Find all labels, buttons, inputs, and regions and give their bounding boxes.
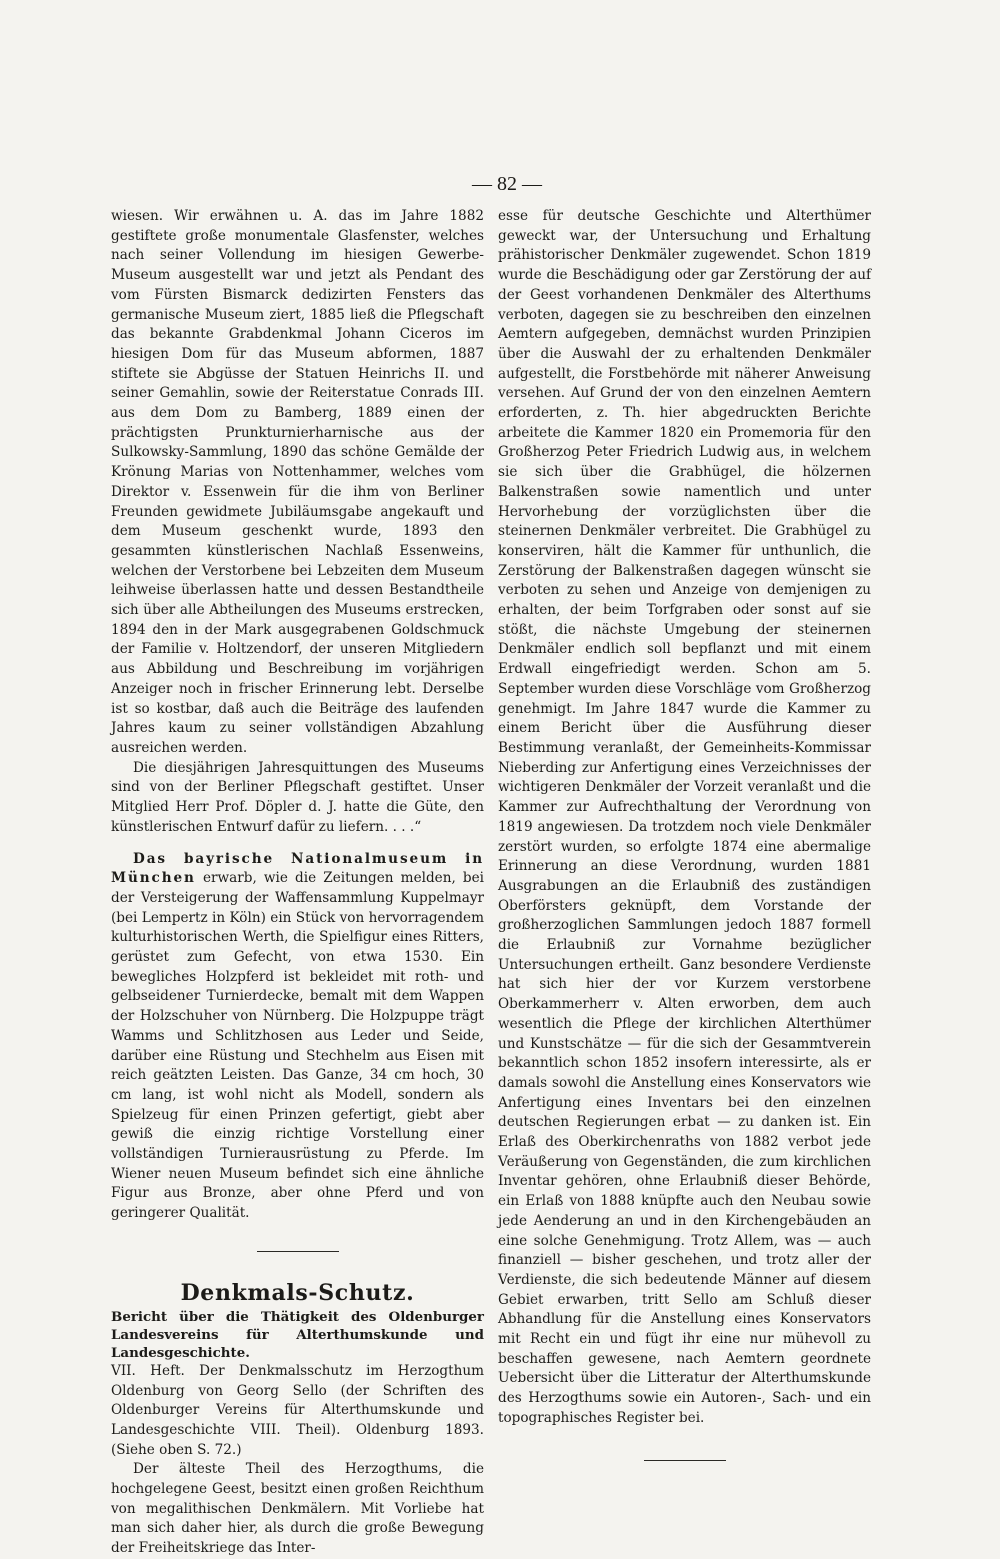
right-paragraph-1: esse für deutsche Geschichte und Alterthümer geweckt war, der Untersuchung und Erhaltung prähistorischer Denkmäler zugewendet. Schon 1819 wurde die Beschädigung oder gar Zerstörung der auf der Geest vorhandenen Denkmäler des Alterthums verboten, dagegen sie zu beschreiben den einzelnen Aemtern aufgegeben, demnächst wurden Prinzipien über die Auswahl der zu erhaltenden Denkmäler aufgestellt, die Forstbehörde mit näherer Anweisung versehen. Auf Grund der von den einzelnen Aemtern erforderten, z. Th. hier abgedruckten Berichte arbeitete die Kammer 1820 ein Promemoria für den Großherzog Peter Friedrich Ludwig aus, in welchem sie sich über die Grabhügel, die hölzernen Balkenstraßen sowie namentlich und unter Hervorhebung der vorzüglichsten über die steinernen Denkmäler verbreitet. Die Grabhügel zu konserviren, hält die Kammer für unthunlich, die Zerstörung der Balkenstraßen dagegen wünscht sie verboten zu sehen und Anzeige von demjenigen zu erhalten, der beim Torfgraben oder sonst auf sie stößt, die nächste Umgebung der steinernen Denkmäler endlich soll bepflanzt und mit einem Erdwall eingefriedigt werden. Schon am 5. September wurden diese Vorschläge vom Großherzog genehmigt. Im Jahre 1847 wurde die Kammer zu einem Bericht über die Ausführung dieser Bestimmung veranlaßt, der Gemeinheits-Kommissar Nieberding zur Anfertigung eines Verzeichnisses der wichtigeren Denkmäler der Vorzeit veranlaßt und die Kammer zur Aufrechthaltung der Verordnung von 1819 angewiesen. Da trotzdem noch viele Denkmäler zerstört wurden, so erfolgte 1874 eine abermalige Erinnerung an diese Verordnung, wurden 1881 Ausgrabungen an die Erlaubniß des zuständigen Oberförsters geknüpft, dem Vorstande der großherzoglichen Sammlungen jedoch 1887 formell die Erlaubniß zur Vornahme bezüglicher Untersuchungen ertheilt. Ganz besondere Verdienste hat sich hier der vor Kurzem verstorbene Oberkammerherr v. Alten erworben, dem auch wesentlich die Pflege der kirchlichen Alterthümer und Kunstschätze — für die sich der Gesammtverein bekanntlich schon 1852 insofern interessirte, als er damals sowohl die Anstellung eines Konservators wie Anfertigung eines Inventars bei den einzelnen deutschen Regierungen erbat — zu danken ist. Ein Erlaß des Oberkirchenraths von 1882 verbot jede Veräußerung von Gegenständen, die zum kirchlichen Inventar gehören, ohne Erlaubniß dieser Behörde, ein Erlaß von 1888 knüpfte auch den Neubau sowie jede Aenderung an und in den Kirchengebäuden an eine solche Genehmigung. Trotz Allem, was — auch finanziell — bisher geschehen, und trotz aller der Verdienste, die sich bedeutende Männer auf diesem Gebiet erwarben, tritt Sello am Schluß dieser Abhandlung für die Anstellung eines Konservators mit Recht ein und fügt ihr eine nur mühevoll zu beschaffen gewesene, nach Aemtern geordnete Uebersicht über die Litteratur der Alterthumskunde des Herzogthums sowie ein Autoren-, Sach- und ein topographisches Register bei.	[498, 208, 871, 1426]
section-heading: Denkmals-Schutz.	[180, 1279, 415, 1306]
report-bibliography: VII. Heft. Der Denkmalsschutz im Herzogthum Oldenburg von Georg Sello (der Schriften des Oldenburger Vereins für Alterthumskunde und Landesgeschichte VIII. Theil). Oldenburg 1893. (Siehe oben S. 72.)	[111, 1362, 484, 1458]
left-paragraph-4: Der älteste Theil des Herzogthums, die hochgelegene Geest, besitzt einen großen Reichthum von megalithischen Denkmälern. Mit Vorliebe hat man sich daher hier, als durch die große Bewegung der Freiheitskriege das Inter-	[111, 1461, 484, 1557]
left-paragraph-1: wiesen. Wir erwähnen u. A. das im Jahre 1882 gestiftete große monumentale Glasfenster, welches nach seiner Vollendung im hiesigen Gewerbe-Museum ausgestellt war und jetzt als Pendant des vom Fürsten Bismarck dedizirten Fensters das germanische Museum ziert, 1885 ließ die Pflegschaft das bekannte Grabdenkmal Johann Ciceros im hiesigen Dom für das Museum abformen, 1887 stiftete sie Abgüsse der Statuen Heinrichs II. und seiner Gemahlin, sowie der Reiterstatue Conrads III. aus dem Dom zu Bamberg, 1889 einen der prächtigsten Prunkturnierharnische aus der Sulkowsky-Sammlung, 1890 das schöne Gemälde der Krönung Marias von Nottenhammer, welches vom Direktor v. Essenwein für die ihm von Berliner Freunden gewidmete Jubiläumsgabe angekauft und dem Museum geschenkt wurde, 1893 den gesammten künstlerischen Nachlaß Essenweins, welchen der Verstorbene bei Lebzeiten dem Museum leihweise überlassen hatte und dessen Bestandtheile sich über alle Abtheilungen des Museums erstrecken, 1894 den in der Mark ausgegrabenen Goldschmuck der Familie v. Holtzendorf, der unseren Mitgliedern aus Abbildung und Beschreibung im vorjährigen Anzeiger noch in frischer Erinnerung lebt. Derselbe ist so kostbar, daß auch die Beiträge des laufenden Jahres kaum zu seiner vollständigen Abzahlung ausreichen werden.	[111, 208, 484, 756]
left-paragraph-2: Die diesjährigen Jahresquittungen des Museums sind von der Berliner Pflegschaft gestiftet. Unser Mitglied Herr Prof. Döpler d. J. hatte die Güte, den künstlerischen Entwurf dafür zu liefern. . . .“	[111, 759, 484, 835]
page-number: — 82 —	[472, 173, 542, 195]
paragraph-gap	[111, 838, 484, 850]
report-title: Bericht über die Thätigkeit des Oldenburger Landesvereins für Alterthumskunde und Landesgeschichte.	[111, 1308, 484, 1361]
museum-text: erwarb, wie die Zeitungen melden, bei der Versteigerung der Waffensammlung Kuppelmayr (bei Lempertz in Köln) ein Stück von hervorragendem kulturhistorischen Werth, die Spielfigur eines Ritters, gerüstet zum Gefecht, von etwa 1530. Ein bewegliches Holzpferd ist bekleidet mit roth- und gelbseidener Turnierdecke, bemalt mit dem Wappen der Holzschuher von Nürnberg. Die Holzpuppe trägt Wamms und Schlitzhosen aus Leder und Seide, darüber eine Rüstung und Stechhelm aus Eisen mit reich geätzten Leisten. Das Ganze, 34 cm hoch, 30 cm lang, ist wohl nicht als Modell, sondern als Spielzeug für einen Prinzen gefertigt, giebt aber gewiß die einzig richtige Vorstellung einer vollständigen Turnierausrüstung zu Pferde. Im Wiener neuen Museum befindet sich eine ähnliche Figur aus Bronze, aber ohne Pferd und von geringerer Qualität.	[111, 870, 484, 1222]
right-column	[498, 207, 871, 1461]
museum-heading: Das bayrische Nationalmuseum in München	[111, 850, 484, 887]
end-divider	[644, 1460, 726, 1461]
left-paragraph-3	[111, 850, 484, 1224]
left-column	[111, 207, 484, 1559]
section-divider	[257, 1251, 339, 1252]
